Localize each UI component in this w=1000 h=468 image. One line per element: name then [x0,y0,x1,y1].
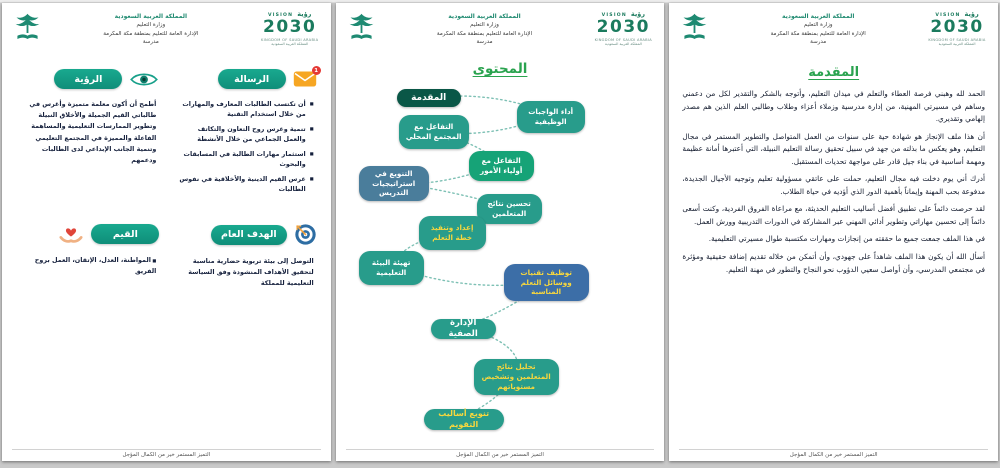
flow-node-learning-environment: تهيئة البيئة التعليمية [359,251,424,285]
introduction-body [669,80,998,276]
flow-node-introduction: المقدمة [397,89,461,107]
mission-section [173,67,319,199]
contents-title: المحتوى [472,61,528,77]
org-line-school: مدرسة [142,39,159,46]
vision-logo-arabic: رؤية [964,10,979,18]
flow-node-classroom-management: الإدارة الصفية [431,319,496,339]
org-line-school: مدرسة [810,39,827,46]
mission-bullet-list [173,99,316,195]
org-line-administration: الإدارة العامة للتعليم بمنطقة مكة المكرمة [770,30,866,37]
org-line-country: المملكة العربية السعودية [781,13,855,20]
introduction-paragraph: أسأل الله أن يكون هذا الملف شاهداً على جهودي، وأن أتمكن من خلاله تقديم إضافة حقيقية ومؤثرة في مجتمعي المدرسي، وأن أواصل سعيي الدؤوب نحو النجاح والتطور في مهنة التعليم. [682,252,986,274]
goal-statement: التوصل إلى بيئة تربوية حضارية مناسبة لتحقيق الأهداف المنشودة وفق السياسة التعليمية للمملكة [188,257,314,288]
mission-header [173,67,319,89]
page-header [2,3,331,55]
page-footer [679,449,988,458]
vision-logo-latin: VISION [601,13,627,18]
vision-pill: الرؤية [54,69,122,89]
page-2-contents-map [336,3,665,461]
ministry-of-education-logo-icon [678,10,711,45]
flow-node-results-analysis: تحليل نتائج المتعلمين وتشخيص مستوياتهم [474,359,559,395]
goal-pill: الهدف العام [211,225,287,245]
mission-bullet: ■ تنمية وغرس روح التعاون والتكاتف والعمل الجماعي من خلال الأنشطة [176,124,313,145]
vision-2030-logo [925,10,989,46]
org-line-school: مدرسة [476,39,493,46]
vision-statement: أطمح أن أكون معلمة متميزة وأغرس في طالباتي القيم الجميلة والأخلاق النبيلة وتطوير الممارسات التعليمية والمساهمة الفاعلة والمميزة في المجتمع التعليمي وتنمية الجانب الإبداعي لدى الطالبات ودعمهم [29,100,157,165]
eye-icon [129,71,159,88]
introduction-paragraph: في هذا الملف جمعت جميع ما حققته من إنجازات ومهارات مكتسبة طوال مسيرتي التعليمية. [708,234,986,244]
page-3-introduction [669,3,998,461]
page-header [669,3,998,55]
heart-hands-icon [58,223,84,245]
footer-divider [346,449,655,450]
vision-logo-year: 2030 [263,17,317,37]
vision-logo-latin: VISION [267,13,294,18]
ministry-of-education-logo-icon [11,10,44,45]
flow-node-assessment-methods: تنويع أساليب التقويم [424,409,504,430]
vision-logo-latin: VISION [935,13,961,18]
mission-pill: الرسالة [218,69,286,89]
org-line-ministry: وزارة التعليم [136,22,166,29]
flow-node-job-duties: أداء الواجبات الوظيفية [517,101,585,133]
values-pill: القيم [91,224,159,244]
org-name-lines [711,10,925,47]
org-line-administration: الإدارة العامة للتعليم بمنطقة مكة المكرمة [436,30,533,37]
footer-motto: التميز المستمر خير من الكمال المؤجل [122,452,211,458]
values-section [16,223,159,290]
goal-header [173,223,316,246]
vision-logo-caption: KINGDOM OF SAUDI ARABIA المملكة العربية السعودية [928,38,986,46]
introduction-paragraph: أن هذا ملف الإنجاز هو شهادة حية على سنوات من العمل المتواصل والتطوير المستمر في مجال التعليم، وهو يعكس ما بذلته من جهد في سبيل تحقيق رسالة التعليم النبيلة، التي أعتبرها أمانة عظيمة ومهمة أساسية في بناء جيل قادر على مواجهة تحديات المستقبل. [682,131,986,166]
org-line-administration: الإدارة العامة للتعليم بمنطقة مكة المكرمة [103,30,199,37]
introduction-title: المقدمة [808,65,860,80]
introduction-paragraph: أدرك أني يوم دخلت فيه مجال التعليم، حملت على عاتقي مسؤولية تعليم وتوجيه الأجيال الجديدة، مدفوعة بحب المهنة وإيماناً بأهمية الدور الذي أؤديه في حياة الطلاب. [682,174,986,196]
org-line-country: المملكة العربية السعودية [448,13,521,20]
org-name-lines [44,10,258,47]
flow-node-community-engagement: التفاعل مع المجتمع المحلي [399,115,469,149]
footer-motto: التميز المستمر خير من الكمال المؤجل [789,452,878,458]
vision-logo-year: 2030 [596,17,650,37]
vision-logo-caption: KINGDOM OF SAUDI ARABIA المملكة العربية السعودية [594,38,652,46]
page-1-vision-mission [2,3,331,461]
mission-bullet: ■ غرس القيم الدينية والأخلاقية في نفوس الطالبات [176,174,313,195]
introduction-paragraph: لقد حرصت دائماً على تطبيق أفضل أساليب التعليم الحديثة، مع مراعاة الفروق الفردية، وكنت أسعى دائماً إلى تحسين مهاراتي وتطوير أدائي المهني عبر المشاركة في الدورات التدريبية وورش العمل. [682,204,986,226]
notification-badge: 1 [312,66,321,75]
vision-2030-logo [258,10,322,46]
vision-section [16,69,159,199]
envelope-icon [293,67,319,88]
flow-node-teaching-strategies: التنويع في استراتيجيات التدريس [359,166,429,201]
vision-logo-arabic: رؤية [297,10,312,18]
flow-node-parents-engagement: التفاعل مع أولياء الأمور [469,151,534,181]
footer-divider [679,449,988,450]
vision-logo-year: 2030 [930,17,984,37]
values-statement: ■ المواطنة، العدل، الإتقان، العمل بروح الفريق [16,255,159,277]
org-line-country: المملكة العربية السعودية [114,13,188,20]
page1-content [2,55,331,290]
vision-logo-caption: KINGDOM OF SAUDI ARABIA المملكة العربية السعودية [261,38,319,46]
flow-node-learner-outcomes: تحسين نتائج المتعلمين [477,194,542,224]
target-icon [294,223,317,246]
page-footer [346,449,655,458]
goal-section [173,223,316,290]
mission-bullet: ■ أن تكتسب الطالبات المعارف والمهارات من خلال استخدام التقنية [176,99,313,120]
vision-logo-arabic: رؤية [630,10,646,18]
page-footer [12,449,321,458]
footer-divider [12,449,321,450]
flow-node-learning-technologies: توظيف تقنيات ووسائل التعلم المناسبة [504,264,589,301]
footer-motto: التميز المستمر خير من الكمال المؤجل [456,452,544,458]
org-line-ministry: وزارة التعليم [803,22,833,29]
values-header [16,223,159,245]
mission-bullet: ■ استثمار مهارات الطالبة في المسابقات والبحوث [176,149,313,170]
vision-header [16,69,159,89]
org-line-ministry: وزارة التعليم [470,22,499,29]
introduction-paragraph: الحمد لله وهبني فرصة العطاء والتعلم في ميدان التعليم، وأتوجه بالشكر والتقدير لكل من دعمني وساهم في مسيرتي المهنية، من إدارة مدرسية وزملاء أعزاء وطلاب وطالبي العلم الذين هم مصدر إلهامي وتقديري. [682,89,986,124]
flow-node-learning-plan: إعداد وتنفيذ خطة التعلم [419,216,486,250]
